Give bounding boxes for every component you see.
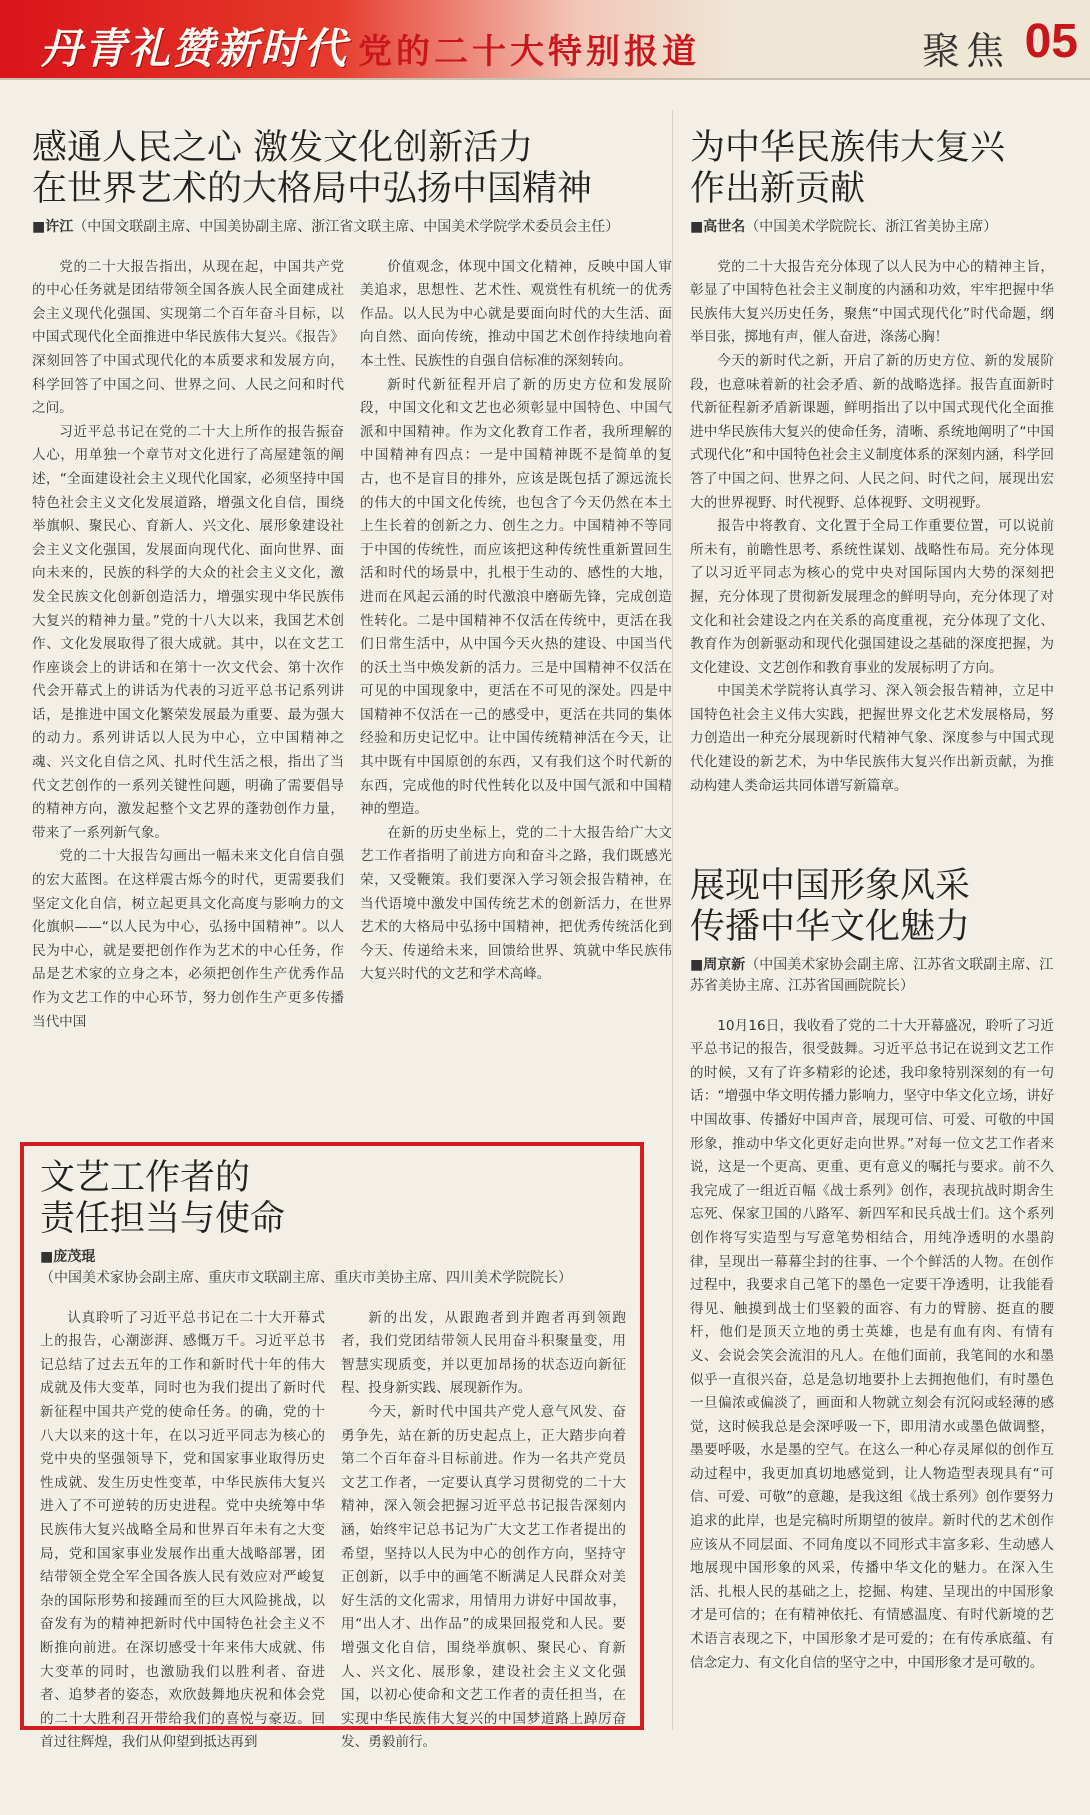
article-body bbox=[690, 1015, 1054, 1815]
headline-line: 作出新贡献 bbox=[690, 169, 866, 210]
headline-line: 责任担当与使命 bbox=[40, 1199, 286, 1240]
paragraph: 在新的历史坐标上，党的二十大报告给广大文艺工作者指明了前进方向和奋斗之路，我们既感光荣，又受鞭策。我们要深入学习领会报告精神，在当代语境中激发中国传统艺术的创新活力，在世界艺术的大格局中弘扬中国精神，把优秀传统活化到今天、传递给未来，回馈给世界、筑就中华民族伟大复兴时代的文艺和学术高峰。 bbox=[360, 824, 672, 983]
paragraph: 习近平总书记在党的二十大上所作的报告振奋人心，用单独一个章节对文化进行了高屋建瓴的阐述，“全面建设社会主义现代化国家，必须坚持中国特色社会主义文化发展道路，增强文化自信，围绕举旗帜、聚民心、育新人、兴文化、展形象建设社会主义文化强国，发展面向现代化、面向世界、面向未来的，民族的科学的大众的社会主义文化，激发全民族文化创新创造活力，增强实现中华民族伟大复兴的精神力量。”党的十八大以来，我国艺术创作、文化发展取得了很大成就。其中，以在文艺工作座谈会上的讲话和在第十一次文代会、第十次作代会开幕式上的讲话为代表的习近平总书记系列讲话，是推进中国文化繁荣发展最为重要、最为强大的动力。系列讲话以人民为中心，立中国精神之魂、兴文化自信之风、扎时代生活之根，指出了当代文艺创作的一系列关键性问题，明确了需要倡导的精神方向，激发起整个文艺界的蓬勃创作力量，带来了一系列新气象。 bbox=[32, 423, 344, 841]
byline-author: ■高世名 bbox=[690, 218, 746, 235]
text-column bbox=[360, 256, 672, 1036]
paragraph: 价值观念，体现中国文化精神，反映中国人审美追求，思想性、艺术性、观赏性有机统一的优秀作品。以人民为中心就是要面向时代的大生活、面向自然、面向传统，推动中国艺术创作持续地向着本土性、民族性的自强自信标准的深刻转向。 bbox=[360, 258, 672, 369]
text-column bbox=[40, 1307, 325, 1751]
paragraph: 今天的新时代之新，开启了新的历史方位、新的发展阶段，也意味着新的社会矛盾、新的战略选择。报告直面新时代新征程新矛盾新课题，鲜明指出了以中国式现代化全面推进中华民族伟大复兴的使命任务，清晰、系统地阐明了“中国式现代化”和中国特色社会主义制度体系的深刻内涵，科学回答了中国之问、世界之问、人民之问、时代之问，展现出宏大的世界视野、时代视野、总体视野、文明视野。 bbox=[690, 352, 1054, 511]
paragraph: 新时代新征程开启了新的历史方位和发展阶段，中国文化和文艺也必须彰显中国特色、中国气派和中国精神。作为文化教育工作者，我所理解的中国精神有四点：一是中国精神既不是简单的复古，也不是盲目的排外，应该是既包括了源远流长的伟大的中国文化传统，也包含了今天仍然在本土上生长着的创新之力、创生之力。中国精神不等同于中国的传统性，而应该把这种传统性重新置回生活和时代的场景中，扎根于生动的、感性的大地，进而在风起云涌的时代激浪中磨砺先锋，完成创造性转化。二是中国精神不仅活在传统中，更活在我们日常生活中，从中国今天火热的建设、中国当代的沃土当中焕发新的活力。三是中国精神不仅活在可见的中国现象中，更活在不可见的深处。四是中国精神不仅活在一己的感受中，更活在共同的集体经验和历史记忆中。让中国传统精神活在今天，让其中既有中国原创的东西，又有我们这个时代新的东西，完成他的时代性转化以及中国气派和中国精神的塑造。 bbox=[360, 376, 672, 818]
article-xu-jiang bbox=[32, 128, 672, 1036]
article-body bbox=[690, 256, 1054, 816]
paragraph: 新的出发，从跟跑者到并跑者再到领跑者，我们党团结带领人民用奋斗积聚量变，用智慧实现质变，并以更加昂扬的状态迈向新征程、投身新实践、展现新作为。 bbox=[341, 1309, 626, 1397]
byline-desc: （中国美术家协会副主席、重庆市文联副主席、重庆市美协主席、四川美术学院院长） bbox=[40, 1269, 572, 1286]
text-column bbox=[32, 256, 344, 1036]
headline-line: 感通人民之心 激发文化创新活力 bbox=[32, 128, 534, 168]
column-divider bbox=[672, 110, 673, 1730]
paragraph: 认真聆听了习近平总书记在二十大开幕式上的报告，心潮澎湃、感慨万千。习近平总书记总结了过去五年的工作和新时代十年的伟大成就及伟大变革，同时也为我们提出了新时代新征程中国共产党的使命任务。的确，党的十八大以来的这十年，在以习近平同志为核心的党中央的坚强领导下，党和国家事业取得历史性成就、发生历史性变革，中华民族伟大复兴进入了不可逆转的历史进程。党中央统筹中华民族伟大复兴战略全局和世界百年未有之大变局，党和国家事业发展作出重大战略部署，团结带领全党全军全国各族人民有效应对严峻复杂的国际形势和接踵而至的巨大风险挑战，以奋发有为的精神把新时代中国特色社会主义不断推向前进。在深切感受十年来伟大成就、伟大变革的同时，也激励我们以胜利者、奋进者、追梦者的姿态，欢欣鼓舞地庆祝和体会党的二十大胜利召开带给我们的喜悦与豪迈。回首过往辉煌，我们从仰望到抵达再到 bbox=[40, 1309, 325, 1751]
byline-desc: （中国美术学院院长、浙江省美协主席） bbox=[745, 218, 998, 235]
page-header bbox=[0, 0, 1090, 80]
article-byline bbox=[690, 955, 1054, 997]
article-headline bbox=[32, 128, 672, 211]
article-byline bbox=[690, 217, 1054, 238]
headline-line: 为中华民族伟大复兴 bbox=[690, 128, 1006, 168]
header-section-label: 聚焦 bbox=[921, 29, 1010, 73]
byline-desc: （中国文联副主席、中国美协副主席、浙江省文联主席、中国美术学院学术委员会主任） bbox=[73, 218, 620, 235]
headline-line: 在世界艺术的大格局中弘扬中国精神 bbox=[32, 169, 593, 210]
byline-author: ■庞茂琨 bbox=[40, 1248, 96, 1265]
paragraph: 党的二十大报告勾画出一幅未来文化自信自强的宏大蓝图。在这样震古烁今的时代，更需要我们坚定文化自信，树立起更具文化高度与影响力的文化旗帜——“以人民为中心，弘扬中国精神”。以人民为中心，就是要把创作作为艺术的中心任务，作品是艺术家的立身之本，必须把创作生产优秀作品作为文艺工作的中心环节，努力创作生产更多传播当代中国 bbox=[32, 848, 344, 1030]
article-pang-maokun bbox=[20, 1142, 644, 1751]
article-byline bbox=[32, 217, 672, 238]
paragraph: 中国美术学院将认真学习、深入领会报告精神，立足中国特色社会主义伟大实践，把握世界文化艺术发展格局，努力创造出一种充分展现新时代精神气象、深度参与中国式现代化建设的新艺术，为中华民族伟大复兴作出新贡献，为推动构建人类命运共同体谱写新篇章。 bbox=[690, 683, 1054, 794]
article-zhou-jingxin bbox=[690, 866, 1054, 1815]
header-brush-title: 丹青礼赞新时代 bbox=[40, 24, 349, 73]
byline-author: ■周京新 bbox=[690, 956, 746, 973]
paragraph: 今天，新时代中国共产党人意气风发、奋勇争先，站在新的历史起点上，正大踏步向着第二个百年奋斗目标前进。作为一名共产党员文艺工作者，一定要认真学习贯彻党的二十大精神，深入领会把握习近平总书记报告深刻内涵，始终牢记总书记为广大文艺工作者提出的希望，坚持以人民为中心的创作方向，坚持守正创新，以手中的画笔不断满足人民群众对美好生活的文化需求，用情用力讲好中国故事，用“出人才、出作品”的成果回报党和人民。要增强文化自信，围绕举旗帜、聚民心、育新人、兴文化、展形象，建设社会主义文化强国，以初心使命和文艺工作者的责任担当，在实现中华民族伟大复兴的中国梦道路上踔厉奋发、勇毅前行。 bbox=[341, 1403, 626, 1751]
paragraph: 党的二十大报告指出，从现在起，中国共产党的中心任务就是团结带领全国各族人民全面建成社会主义现代化强国、实现第二个百年奋斗目标，以中国式现代化全面推进中华民族伟大复兴。《报告》深刻回答了中国式现代化的本质要求和发展方向，科学回答了中国之问、世界之问、人民之问和时代之问。 bbox=[32, 258, 344, 417]
byline-author: ■许江 bbox=[32, 218, 74, 235]
headline-line: 展现中国形象风采 bbox=[690, 866, 971, 906]
article-headline bbox=[690, 866, 1054, 949]
headline-line: 文艺工作者的 bbox=[40, 1158, 251, 1198]
article-headline bbox=[40, 1158, 626, 1241]
header-page-number: 05 bbox=[1024, 15, 1078, 68]
header-special-title: 党的二十大特别报道 bbox=[358, 32, 700, 72]
text-column bbox=[690, 1015, 1054, 1815]
article-body bbox=[40, 1307, 626, 1751]
article-headline bbox=[690, 128, 1054, 211]
paragraph: 10月16日，我收看了党的二十大开幕盛况，聆听了习近平总书记的报告，很受鼓舞。习近平总书记在说到文艺工作的时候，又有了许多精彩的论述，我印象特别深刻的有一句话：“增强中华文明传播力影响力，坚守中华文化立场，讲好中国故事、传播好中国声音，展现可信、可爱、可敬的中国形象，推动中华文化更好走向世界。”对每一位文艺工作者来说，这是一个更高、更重、更有意义的嘱托与要求。前不久我完成了一组近百幅《战士系列》创作，表现抗战时期舍生忘死、保家卫国的八路军、新四军和民兵战士们。这个系列创作将写实造型与写意笔势相结合，用纯净透明的水墨韵律，呈现出一幕幕尘封的往事、一个个鲜活的人物。在创作过程中，我要求自己笔下的墨色一定要干净透明，让我能看得见、触摸到战士们坚毅的面容、有力的臂膀、挺直的腰杆，他们是顶天立地的勇士英雄，也是有血有肉、有情有义、会说会笑会流泪的凡人。在他们面前，我笔间的水和墨似乎一直很兴奋，总是急切地要扑上去拥抱他们，有时墨色一旦偏浓或偏淡了，画面和人物就立刻会有沉闷或轻薄的感觉，这时候我总是会深呼吸一下，即用清水或墨色做调整，墨要呼吸，水是墨的空气。在这么一种心存灵犀似的创作互动过程中，我更加真切地感觉到，让人物造型表现具有“可信、可爱、可敬”的意趣，是我这组《战士系列》创作要努力追求的此岸，也是完稿时所期望的彼岸。新时代的艺术创作应该从不同层面、不同角度以不同形式丰富多彩、生动感人地展现中国形象的风采，传播中华文化的魅力。在深入生活、扎根人民的基础之上，挖掘、构建、呈现出的中国形象才是可信的；在有精神依托、有情感温度、有时代新境的艺术语言表现之下，中国形象才是可爱的；在有传承底蕴、有信念定力、有文化自信的坚守之中，中国形象才是可敬的。 bbox=[690, 1017, 1054, 1671]
byline-desc: （中国美术家协会副主席、江苏省文联副主席、江苏省美协主席、江苏省国画院院长） bbox=[690, 956, 1054, 994]
article-byline bbox=[40, 1247, 626, 1289]
text-column bbox=[341, 1307, 626, 1751]
text-column bbox=[690, 256, 1054, 816]
article-gao-shiming bbox=[690, 128, 1054, 816]
paragraph: 党的二十大报告充分体现了以人民为中心的精神主旨，彰显了中国特色社会主义制度的内涵和功效，牢牢把握中华民族伟大复兴历史任务，聚焦“中国式现代化”时代命题，纲举目张，掷地有声，催人奋进，涤荡心胸！ bbox=[690, 258, 1054, 346]
paragraph: 报告中将教育、文化置于全局工作重要位置，可以说前所未有，前瞻性思考、系统性谋划、战略性布局。充分体现了以习近平同志为核心的党中央对国际国内大势的深刻把握，充分体现了贯彻新发展理念的鲜明导向，充分体现了对文化和社会建设之内在关系的高度重视，充分体现了文化、教育作为创新驱动和现代化强国建设之基础的深度把握，为文化建设、文艺创作和教育事业的发展标明了方向。 bbox=[690, 518, 1054, 676]
headline-line: 传播中华文化魅力 bbox=[690, 907, 971, 948]
article-body bbox=[32, 256, 672, 1036]
